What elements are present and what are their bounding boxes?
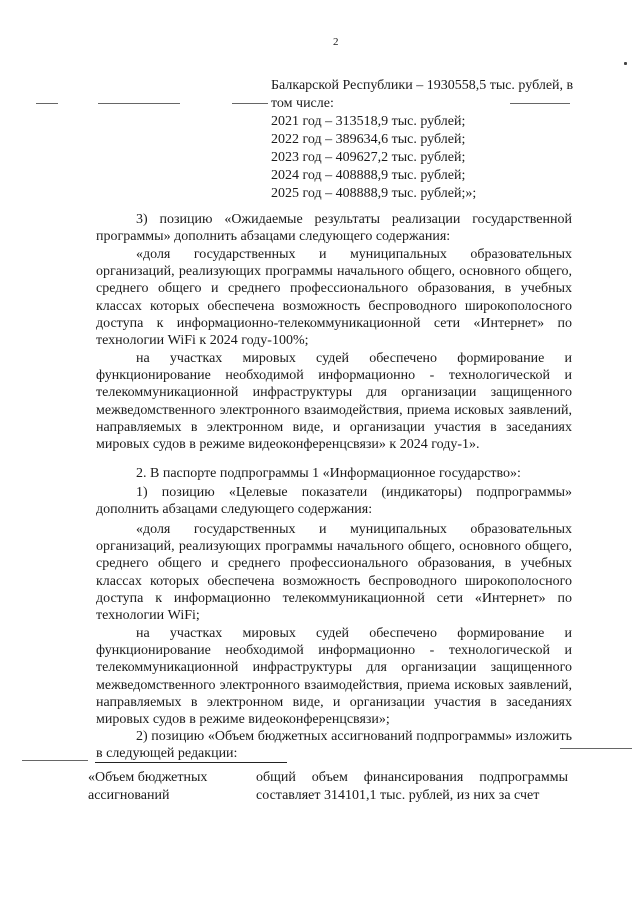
quote-paragraph-1: «доля государственных и муниципальных образовательных организаций, реализующих программы начального общего, основного общего, среднего общего и среднего профессионального образования, в учебных классах которых обеспечена возможность беспроводного широкополосного доступа к информационно-телекоммуникационной сети «Интернет» по технологии WiFi к 2024 году-100%; [96,247,572,349]
budget-year-2025: 2025 год – 408888,9 тыс. рублей;»; [271,186,477,201]
scan-speck [624,62,627,65]
section-2-heading: 2. В паспорте подпрограммы 1 «Информационное государство»: [136,466,521,481]
table-label-cell: «Объем бюджетных ассигнований [88,770,208,803]
paragraph-item-2-2: 2) позицию «Объем бюджетных ассигнований подпрограммы» изложить в следующей редакции: [96,729,572,762]
scan-artifact-line [560,748,632,749]
table-top-border [95,762,287,763]
budget-year-2024: 2024 год – 408888,9 тыс. рублей; [271,168,466,183]
page-number: 2 [333,36,339,48]
budget-year-2022: 2022 год – 389634,6 тыс. рублей; [271,132,466,147]
table-value-cell: общий объем финансирования подпрограммы составляет 314101,1 тыс. рублей, из них за счет [256,770,568,803]
budget-year-2021: 2021 год – 313518,9 тыс. рублей; [271,114,466,129]
paragraph-item-2-1: 1) позицию «Целевые показатели (индикаторы) подпрограммы» дополнить абзацами следующего содержания: [96,485,572,518]
scan-artifact-line [232,103,268,104]
scan-artifact-line [22,760,88,761]
scan-artifact-line [36,103,58,104]
budget-intro: Балкарской Республики – 1930558,5 тыс. рублей, в том числе: [271,78,574,111]
paragraph-item-3: 3) позицию «Ожидаемые результаты реализации государственной программы» дополнить абзацами следующего содержания: [96,212,572,245]
budget-year-2023: 2023 год – 409627,2 тыс. рублей; [271,150,466,165]
quote-paragraph-4: на участках мировых судей обеспечено формирование и функционирование необходимой информационно - технологической и телекоммуникационной инфраструктуры для организации защищенного межведомственного электронного взаимодействия, приема исковых заявлений, направляемых в электронном виде, и организации участия в заседаниях мировых судов в режиме видеоконференцсвязи»; [96,626,572,728]
scan-artifact-line [98,103,180,104]
quote-paragraph-2: на участках мировых судей обеспечено формирование и функционирование необходимой информационно - технологической и телекоммуникационной инфраструктуры для организации защищенного межведомственного электронного взаимодействия, приема исковых заявлений, направляемых в электронном виде, и организации участия в заседаниях мировых судов в режиме видеоконференцсвязи» к 2024 году-1». [96,351,572,453]
quote-paragraph-3: «доля государственных и муниципальных образовательных организаций, реализующих программы начального общего, основного общего, среднего общего и среднего профессионального образования, в учебных классах которых обеспечена возможность беспроводного широкополосного доступа к информационно телекоммуникационной сети «Интернет» по технологии WiFi; [96,522,572,624]
